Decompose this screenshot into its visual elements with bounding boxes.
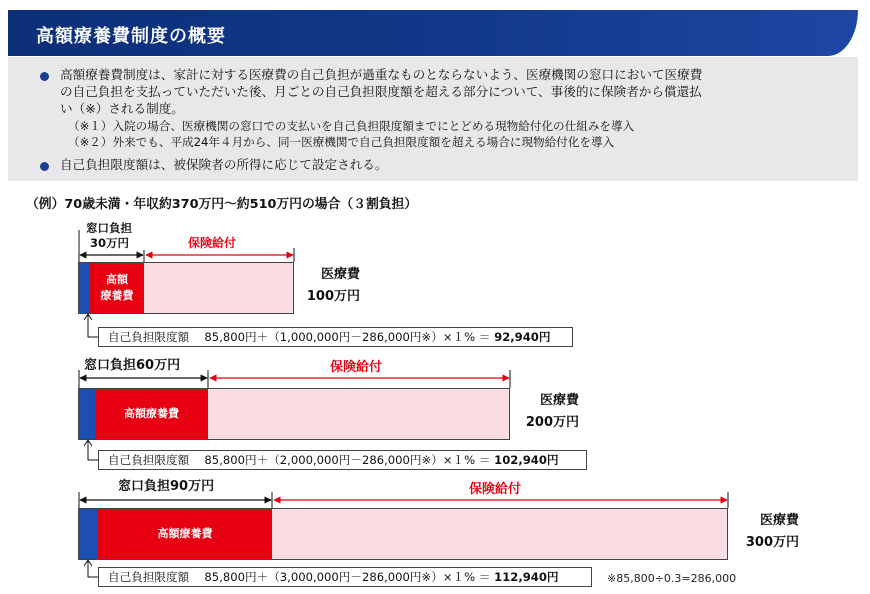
summary-line-2: の自己負担を支払っていただいた後、月ごとの自己負担限度額を超える部分について、事後的に保険者から償還払: [60, 84, 702, 99]
case1-red-line1: 高額: [106, 273, 128, 286]
case3-cost-line1: 医療費: [759, 513, 799, 528]
case2-insurance-label: 保険給付: [330, 360, 383, 375]
case2-insurance-arrow: [210, 370, 510, 388]
summary-note-2: （※２）外来でも、平成24年４月から、同一医療機関で自己負担限度額を超える場合に現物給付化を導入: [68, 135, 615, 149]
case3-insurance-label: 保険給付: [469, 482, 522, 497]
case1-red-line2: 療養費: [100, 289, 134, 302]
case2-formula-text: 自己負担限度額 85,800円＋（2,000,000円－286,000円※）×１% ＝: [108, 453, 495, 467]
case2-cost-line1: 医療費: [539, 393, 579, 408]
page-title: 高額療養費制度の概要: [36, 26, 226, 47]
case2-red-label: 高額療養費: [124, 407, 179, 420]
case1-insurance-arrow: [146, 248, 294, 262]
case1-formula-result: 92,940円: [494, 330, 551, 344]
case2-window-label: 窓口負担60万円: [84, 358, 181, 373]
case2-window-bracket: [79, 370, 208, 388]
case3-window-label: 窓口負担90万円: [118, 479, 215, 494]
footnote: ※85,800÷0.3=286,000: [607, 572, 737, 585]
summary-line-1: 高額療養費制度は、家計に対する医療費の自己負担が過重なものとならないよう、医療機関の窓口において医療費: [60, 67, 703, 82]
case3-window-bracket: [79, 492, 272, 508]
summary-bullet-2: 自己負担限度額は、被保険者の所得に応じて設定される。: [60, 157, 388, 172]
case3-cost-line2: 300万円: [745, 535, 799, 550]
case3-formula-result: 112,940円: [494, 570, 559, 584]
case3-formula-text: 自己負担限度額 85,800円＋（3,000,000円－286,000円※）×１% ＝: [108, 570, 495, 584]
summary-note-1: （※１）入院の場合、医療機関の窓口での支払いを自己負担限度額までにとどめる現物給付化の仕組みを導入: [68, 119, 635, 133]
summary-line-3: い（※）される制度。: [60, 101, 184, 116]
case2-cost-line2: 200万円: [525, 415, 579, 430]
case1-connector: [88, 314, 98, 337]
case1-insurance-label: 保険給付: [188, 236, 237, 250]
case1-formula-text: 自己負担限度額 85,800円＋（1,000,000円－286,000円※）×１% ＝: [108, 330, 495, 344]
example-title: （例）70歳未満・年収約370万円～約510万円の場合（３割負担）: [26, 197, 418, 212]
case3-insurance-arrow: [274, 492, 728, 508]
case1-window-bracket: [79, 230, 144, 262]
case1-window-label-line1: 窓口負担: [86, 221, 132, 235]
case1-cost-line2: 100万円: [306, 289, 360, 304]
case2-formula-result: 102,940円: [494, 453, 559, 467]
case3-red-label: 高額療養費: [157, 527, 213, 540]
case1-window-label-line2: 30万円: [90, 236, 130, 250]
case1-cost-line1: 医療費: [320, 267, 360, 282]
